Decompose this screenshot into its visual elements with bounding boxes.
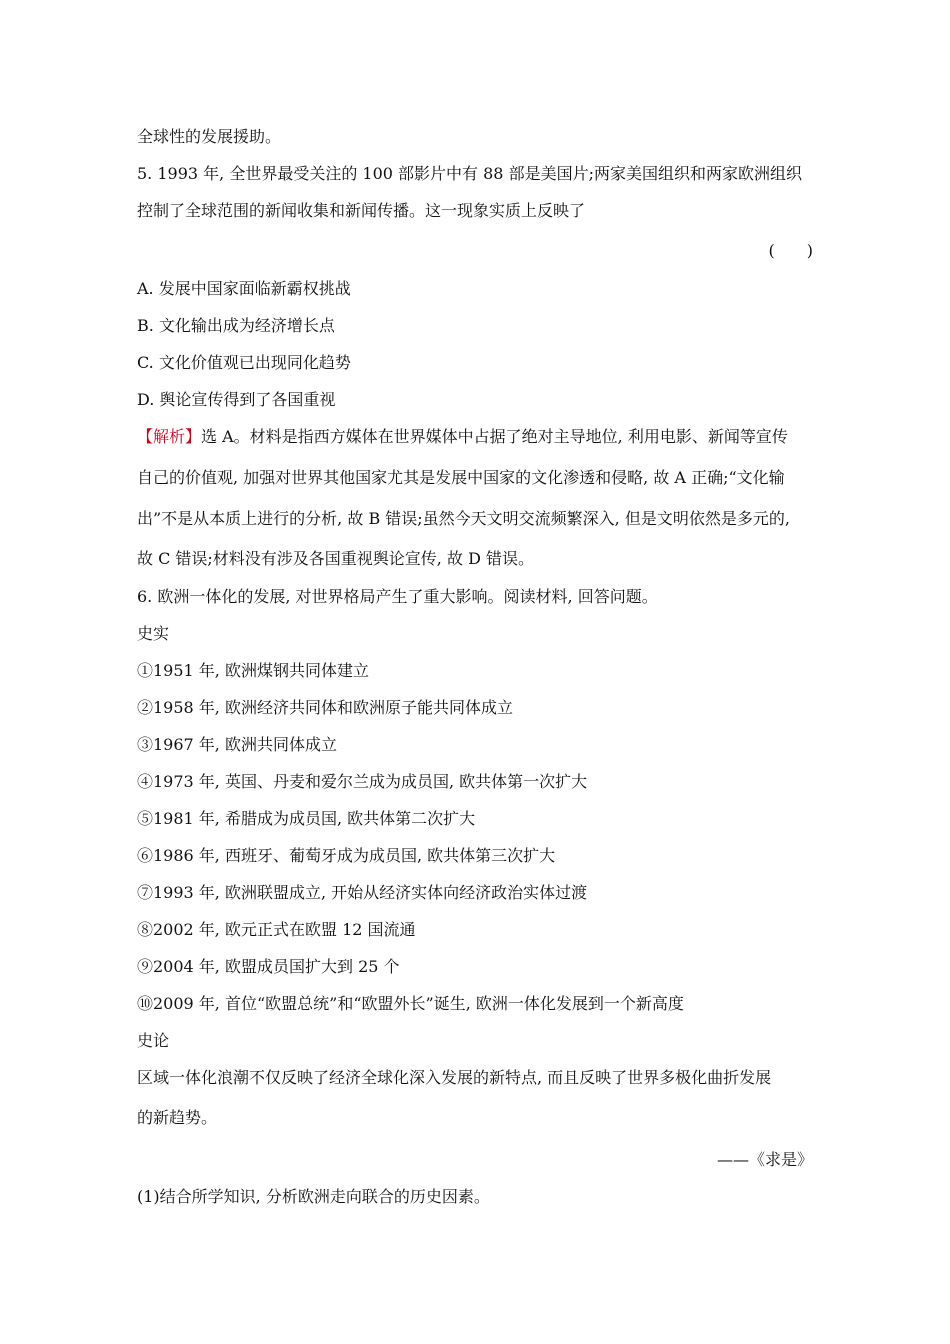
analysis-line-2: 自己的价值观, 加强对世界其他国家尤其是发展中国家的文化渗透和侵略, 故 A 正确;“文化输: [137, 468, 785, 487]
analysis-line-4: 故 C 错误;材料没有涉及各国重视舆论宣传, 故 D 错误。: [137, 549, 534, 568]
fact-item: ⑤1981 年, 希腊成为成员国, 欧共体第二次扩大: [137, 809, 476, 828]
option-c: C. 文化价值观已出现同化趋势: [137, 353, 351, 372]
fact-item: ⑩2009 年, 首位“欧盟总统”和“欧盟外长”诞生, 欧洲一体化发展到一个新高度: [137, 994, 684, 1013]
option-a: A. 发展中国家面临新霸权挑战: [137, 279, 351, 298]
analysis-line-3: 出”不是从本质上进行的分析, 故 B 错误;虽然今天文明交流频繁深入, 但是文明依然是多元的,: [137, 509, 790, 528]
question-5-line-1: 5. 1993 年, 全世界最受关注的 100 部影片中有 88 部是美国片;两家美国组织和两家欧洲组织: [137, 164, 802, 183]
analysis-line-1: [137, 426, 788, 448]
question-6-stem: 6. 欧洲一体化的发展, 对世界格局产生了重大影响。阅读材料, 回答问题。: [137, 587, 658, 606]
discussion-line-2: 的新趋势。: [137, 1108, 218, 1127]
answer-bracket: ( ): [768, 241, 813, 260]
sub-question-1: (1)结合所学知识, 分析欧洲走向联合的历史因素。: [137, 1187, 490, 1206]
analysis-text: 选 A。材料是指西方媒体在世界媒体中占据了绝对主导地位, 利用电影、新闻等宣传: [201, 427, 788, 446]
fact-item: ⑥1986 年, 西班牙、葡萄牙成为成员国, 欧共体第三次扩大: [137, 846, 556, 865]
fact-item: ⑦1993 年, 欧洲联盟成立, 开始从经济实体向经济政治实体过渡: [137, 883, 588, 902]
question-5-line-2: 控制了全球范围的新闻收集和新闻传播。这一现象实质上反映了: [137, 201, 586, 220]
fact-item: ③1967 年, 欧洲共同体成立: [137, 735, 337, 754]
fact-item: ⑨2004 年, 欧盟成员国扩大到 25 个: [137, 957, 400, 976]
fact-item: ②1958 年, 欧洲经济共同体和欧洲原子能共同体成立: [137, 698, 513, 717]
source-citation: ——《求是》: [716, 1150, 813, 1169]
fact-item: ④1973 年, 英国、丹麦和爱尔兰成为成员国, 欧共体第一次扩大: [137, 772, 588, 791]
section-heading-facts: 史实: [137, 624, 170, 643]
analysis-tag: 【解析】: [137, 427, 202, 446]
discussion-line-1: 区域一体化浪潮不仅反映了经济全球化深入发展的新特点, 而且反映了世界多极化曲折发展: [137, 1068, 772, 1087]
fact-item: ①1951 年, 欧洲煤钢共同体建立: [137, 661, 369, 680]
fact-item: ⑧2002 年, 欧元正式在欧盟 12 国流通: [137, 920, 416, 939]
section-heading-discussion: 史论: [137, 1031, 170, 1050]
option-b: B. 文化输出成为经济增长点: [137, 316, 335, 335]
option-d: D. 舆论宣传得到了各国重视: [137, 390, 336, 409]
text-line: 全球性的发展援助。: [137, 127, 282, 146]
